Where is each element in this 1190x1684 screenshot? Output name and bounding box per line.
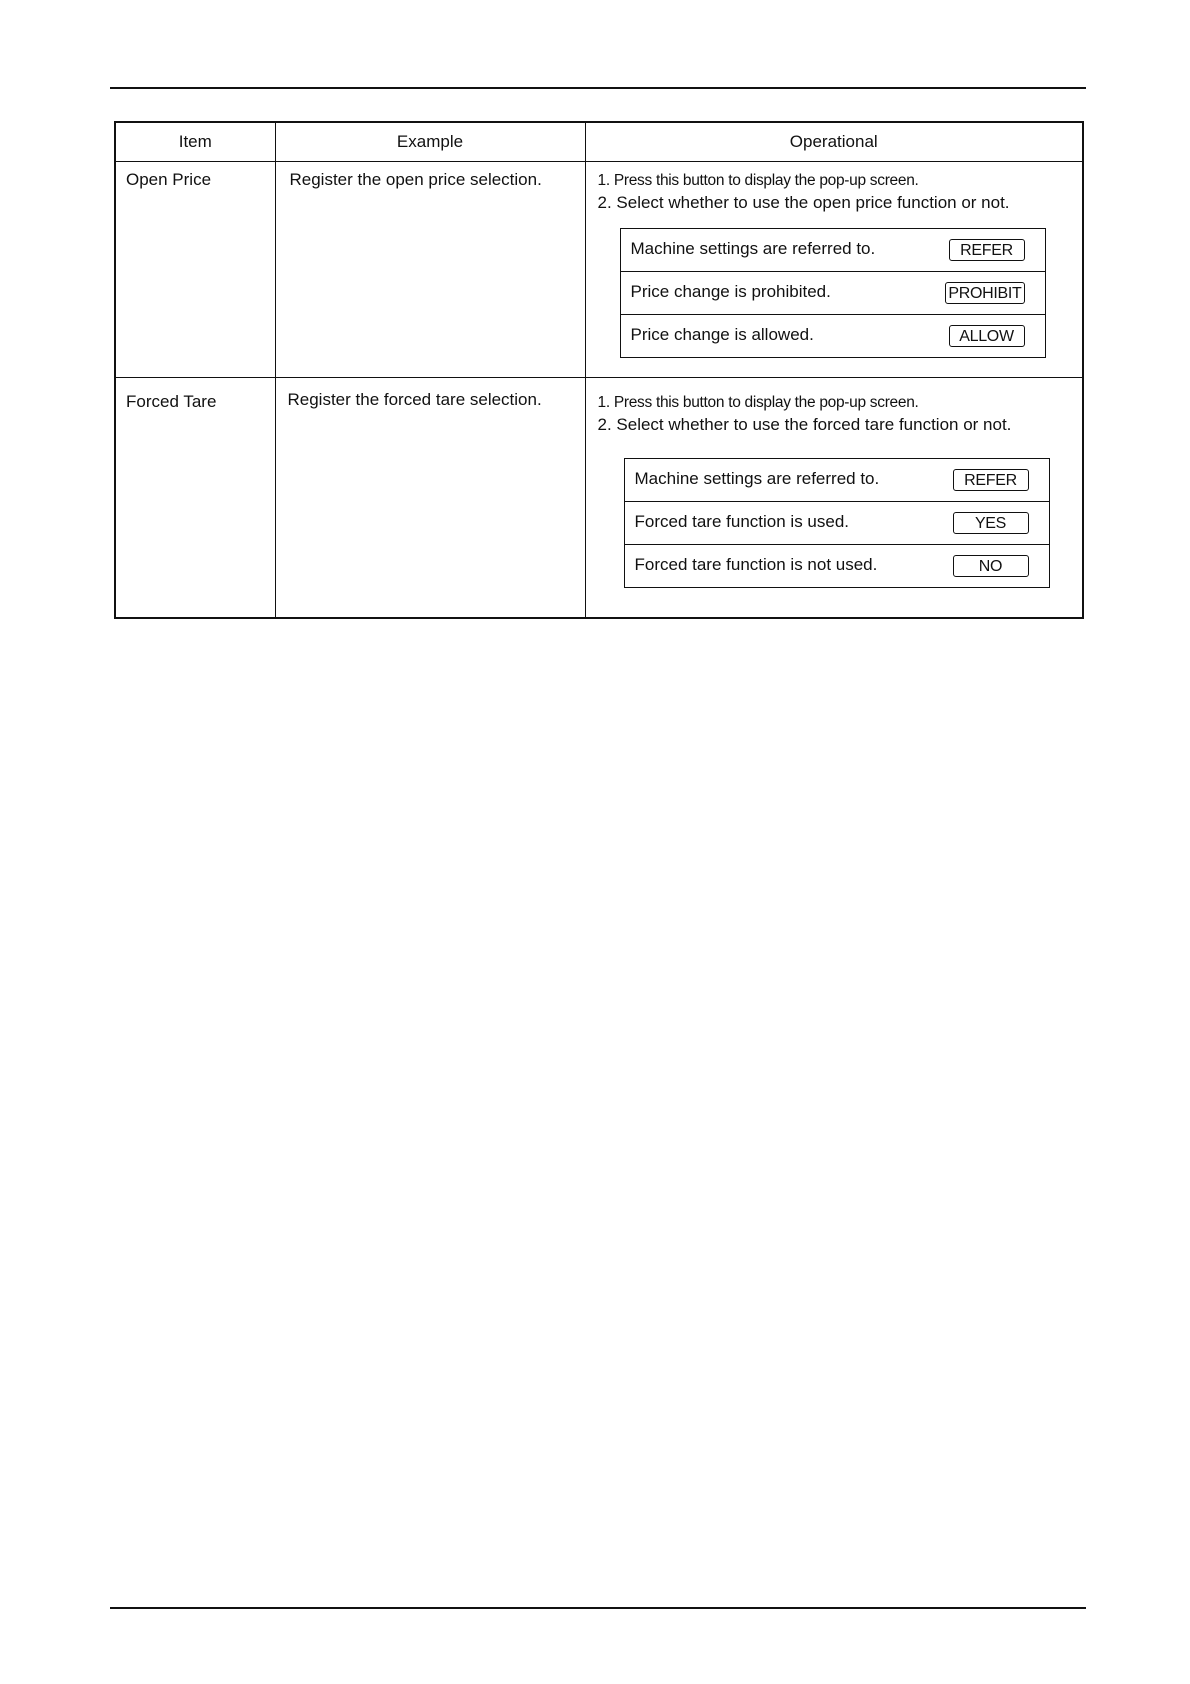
item-name: Open Price	[115, 162, 275, 378]
option-label: Forced tare function is used.	[634, 512, 850, 532]
popup-option-row	[625, 502, 1049, 545]
option-label: Machine settings are referred to.	[630, 239, 876, 259]
yes-button[interactable]: YES	[953, 512, 1029, 534]
option-label: Machine settings are referred to.	[634, 469, 880, 489]
popup-option-row	[621, 272, 1045, 315]
popup-screen	[620, 228, 1046, 358]
prohibit-button[interactable]: PROHIBIT	[945, 282, 1024, 304]
settings-table	[114, 121, 1084, 619]
operational-cell	[585, 378, 1083, 618]
popup-option-row	[625, 459, 1049, 502]
example-text: Register the open price selection.	[275, 162, 585, 378]
header-item: Item	[115, 122, 275, 162]
no-button[interactable]: NO	[953, 555, 1029, 577]
popup-screen	[624, 458, 1050, 588]
option-label: Forced tare function is not used.	[634, 555, 878, 575]
footer-rule	[110, 1607, 1086, 1609]
operational-cell	[585, 162, 1083, 378]
table-row	[115, 162, 1083, 378]
popup-option-row	[625, 545, 1049, 587]
option-label: Price change is prohibited.	[630, 282, 831, 302]
option-label: Price change is allowed.	[630, 325, 814, 345]
header-operational: Operational	[585, 122, 1083, 162]
popup-option-row	[621, 315, 1045, 357]
example-text: Register the forced tare selection.	[275, 378, 585, 618]
refer-button[interactable]: REFER	[949, 239, 1025, 261]
step-1-text: 1. Press this button to display the pop-up screen.	[597, 394, 919, 412]
refer-button[interactable]: REFER	[953, 469, 1029, 491]
item-name: Forced Tare	[115, 378, 275, 618]
header-rule	[110, 87, 1086, 89]
step-1-text: 1. Press this button to display the pop-up screen.	[597, 172, 919, 190]
step-2-text: 2. Select whether to use the open price function or not.	[597, 193, 1010, 213]
allow-button[interactable]: ALLOW	[949, 325, 1025, 347]
table-header-row	[115, 122, 1083, 162]
header-example: Example	[275, 122, 585, 162]
step-2-text: 2. Select whether to use the forced tare function or not.	[597, 415, 1012, 435]
popup-option-row	[621, 229, 1045, 272]
table-row	[115, 378, 1083, 618]
